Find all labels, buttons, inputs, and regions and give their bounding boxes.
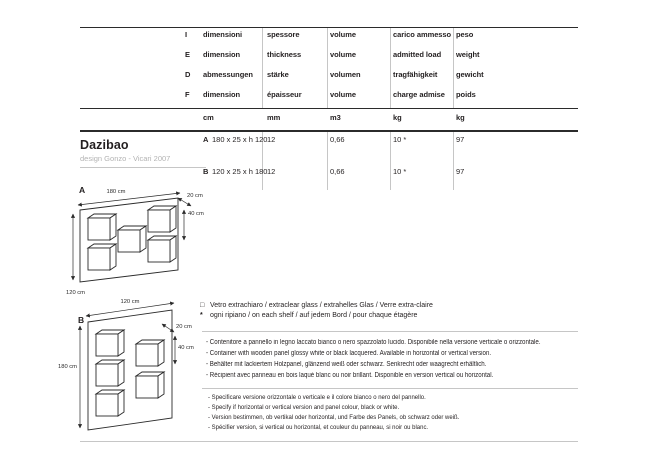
- shelf-box: [96, 330, 124, 356]
- ordering-line: - Specify if horizontal or vertical version and panel colour, black or white.: [208, 404, 400, 411]
- shelf-box: [148, 206, 176, 232]
- col-weight: weight: [456, 50, 480, 59]
- lang-label: E: [185, 50, 190, 59]
- description-line: - Récipient avec panneau en bois laqué blanc ou noir brillant. Disponible en version vertical ou horizontal.: [206, 372, 494, 379]
- divider-description: [202, 388, 578, 389]
- asterisk-icon: *: [200, 312, 203, 319]
- drawing-a-label: A: [79, 185, 86, 195]
- divider-units-data: [80, 130, 578, 132]
- shelf-box: [136, 340, 164, 366]
- col-volume: volume: [330, 30, 356, 39]
- thickness-value: 12: [267, 135, 276, 144]
- spacing-dimension-label: 40 cm: [188, 211, 204, 217]
- col-load: admitted load: [393, 50, 442, 59]
- depth-dimension-label: 20 cm: [176, 324, 192, 330]
- depth-dimension-arrow: [178, 198, 191, 206]
- col-weight: peso: [456, 30, 474, 39]
- shelf-box: [148, 236, 176, 262]
- weight-value: 97: [456, 167, 465, 176]
- column-separator: [390, 28, 391, 108]
- ordering-line: - Specificare versione orizzontale o verticale e il colore bianco o nero del pannello.: [208, 394, 426, 401]
- column-separator: [453, 28, 454, 108]
- divider-header-units: [80, 108, 578, 109]
- shelf-box: [136, 372, 164, 398]
- variant-label: B: [203, 167, 209, 176]
- col-dimension: abmessungen: [203, 70, 253, 79]
- technical-drawing-b: [58, 296, 208, 438]
- drawing-b-label: B: [78, 315, 85, 325]
- unit-mm: mm: [267, 113, 281, 122]
- col-volume: volume: [330, 50, 356, 59]
- variant-label: A: [203, 135, 209, 144]
- depth-dimension-label: 20 cm: [187, 193, 203, 199]
- col-load: tragfähigkeit: [393, 70, 438, 79]
- lang-label: F: [185, 90, 190, 99]
- column-separator: [327, 132, 328, 190]
- dimension-value: 120 x 25 x h 180: [212, 167, 268, 176]
- divider-notes: [202, 331, 578, 332]
- lang-label: I: [185, 30, 188, 39]
- col-thickness: thickness: [267, 50, 302, 59]
- shelf-box: [118, 226, 146, 252]
- load-value: 10 *: [393, 135, 407, 144]
- shelf-box: [96, 390, 124, 416]
- shelf-box: [96, 360, 124, 386]
- col-thickness: stärke: [267, 70, 289, 79]
- col-dimension: dimension: [203, 50, 241, 59]
- unit-m3: m3: [330, 113, 341, 122]
- dimension-value: 180 x 25 x h 120: [212, 135, 268, 144]
- designer-credit: design Gonzo - Vicari 2007: [80, 154, 171, 163]
- divider-bottom: [80, 441, 578, 442]
- square-icon: □: [200, 302, 205, 309]
- page-title: Dazibao: [80, 138, 129, 152]
- thickness-value: 12: [267, 167, 276, 176]
- col-dimension: dimension: [203, 90, 241, 99]
- load-value: 10 *: [393, 167, 407, 176]
- col-volume: volume: [330, 90, 356, 99]
- width-dimension-label: 120 cm: [120, 299, 140, 305]
- height-dimension-label: 120 cm: [66, 290, 86, 296]
- note-text: ogni ripiano / on each shelf / auf jedem Bord / pour chaque étagère: [210, 312, 418, 319]
- col-weight: gewicht: [456, 70, 484, 79]
- shelf-box: [88, 244, 116, 270]
- col-load: carico ammesso: [393, 30, 452, 39]
- ordering-line: - Version bestimmen, ob vertikal oder horizontal, und Farbe des Panels, ob schwarz oder weiß.: [208, 414, 460, 421]
- column-separator: [262, 28, 263, 108]
- divider-top: [80, 27, 578, 28]
- unit-cm: cm: [203, 113, 214, 122]
- volume-value: 0,66: [330, 167, 345, 176]
- volume-value: 0,66: [330, 135, 345, 144]
- column-separator: [327, 28, 328, 108]
- unit-kg-load: kg: [393, 113, 402, 122]
- col-dimension: dimensioni: [203, 30, 243, 39]
- note-text: Vetro extrachiaro / extraclear glass / extrahelles Glas / Verre extra-claire: [210, 302, 433, 309]
- spacing-dimension-label: 40 cm: [178, 345, 194, 351]
- unit-kg-weight: kg: [456, 113, 465, 122]
- shelf-box: [88, 214, 116, 240]
- col-load: charge admise: [393, 90, 445, 99]
- lang-label: D: [185, 70, 191, 79]
- technical-drawing-a: [58, 184, 208, 302]
- column-separator: [453, 132, 454, 190]
- weight-value: 97: [456, 135, 465, 144]
- ordering-line: - Spécifier version, si vertical ou horizontal, et couleur du panneau, si noir ou blanc.: [208, 424, 429, 431]
- col-thickness: épaisseur: [267, 90, 302, 99]
- description-line: - Container with wooden panel glossy white or black lacquered. Available in horizontal or vertical version.: [206, 350, 492, 357]
- description-line: - Contenitore a pannello in legno laccato bianco o nero spazzolato lucido. Disponibile nella versione verticale o orizzontale.: [206, 339, 541, 346]
- width-dimension-label: 180 cm: [106, 189, 126, 195]
- description-line: - Behälter mit lackiertem Holzpanel, glänzend weiß oder schwarz. Senkrecht oder waagrecht erhältlich.: [206, 361, 487, 368]
- col-thickness: spessore: [267, 30, 300, 39]
- col-weight: poids: [456, 90, 476, 99]
- col-volume: volumen: [330, 70, 361, 79]
- height-dimension-label: 180 cm: [58, 364, 78, 370]
- divider-product: [80, 167, 206, 168]
- column-separator: [390, 132, 391, 190]
